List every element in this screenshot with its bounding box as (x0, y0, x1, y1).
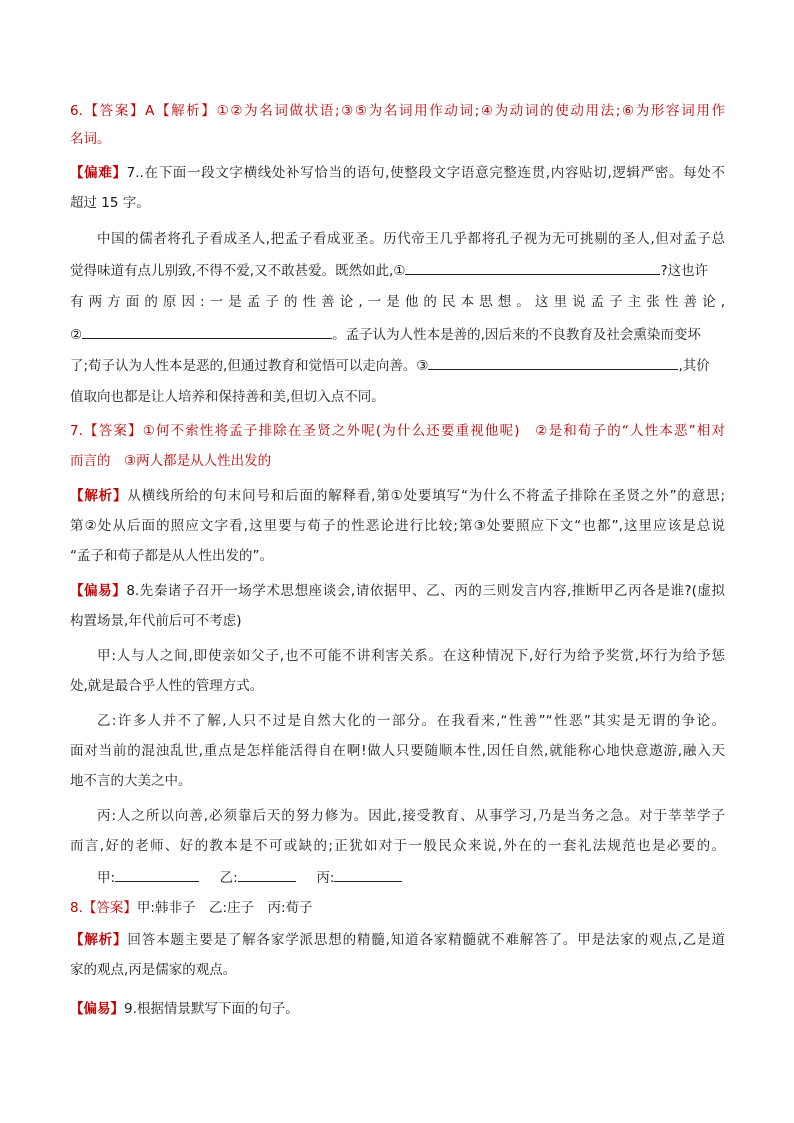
q7-passage-text: 。孟子认为人性本是善的,因后来的不良教育及社会熏染而变坏 (332, 327, 701, 343)
q7-stem-line2: 超过 15 字。 (70, 195, 150, 211)
q8-statement-yi-line3: 地不言的大美之中。 (70, 773, 192, 789)
q8-statement-jia-line2: 处,就是最合乎人性的管理方式。 (70, 678, 264, 694)
blank-label-jia: 甲: (97, 870, 116, 886)
q7-passage-line6: 值取向也都是让人培养和保持善和美,但切入点不同。 (70, 389, 385, 405)
q7-analysis-line1 (70, 486, 725, 506)
q7-passage-text: ?这也许 (660, 263, 709, 279)
q8-statement-bing-line1: 丙:人之所以向善,必须靠后天的努力修为。因此,接受教育、从事学习,乃是当务之急。对于莘莘学子 (97, 808, 725, 824)
answer-blank-bing[interactable] (334, 867, 402, 882)
answer-blank-jia[interactable] (115, 867, 199, 882)
q7-passage-text: ,其价 (678, 358, 710, 374)
q8-answer-text: 甲:韩非子 乙:庄子 丙:荀子 (136, 900, 313, 916)
q8-statement-bing-line2: 而言,好的老师、好的教本是不可或缺的;正犹如对于一般民众来说,外在的一套礼法规范也是必要的。 (70, 838, 725, 854)
q8-analysis-line1 (70, 930, 725, 950)
q7-stem-line1 (70, 163, 725, 183)
answer-blank-1[interactable] (405, 260, 660, 275)
q7-analysis-line3: “孟子和荀子都是从人性出发的”。 (70, 548, 273, 564)
q7-passage-line1: 中国的儒者将孔子看成圣人,把孟子看成亚圣。历代帝王几乎都将孔子视为无可挑剔的圣人,但对孟子总 (97, 231, 725, 247)
q8-statement-jia-line1: 甲:人与人之间,即使亲如父子,也不可能不讲利害关系。在这种情况下,好行为给予奖赏,坏行为给予惩 (97, 648, 725, 664)
q7-passage-text: 觉得味道有点儿别致,不得不爱,又不敢甚爱。既然如此,① (70, 263, 406, 279)
blank-label-yi: 乙: (219, 870, 238, 886)
difficulty-tag: 【偏难】 (70, 165, 127, 181)
answer-blank-2[interactable] (82, 324, 332, 339)
q7-answer-line2: 而言的 ③两人都是从人性出发的 (70, 453, 272, 469)
q7-stem-text: 7..在下面一段文字横线处补写恰当的语句,使整段文字语意完整连贯,内容贴切,逻辑严密。每处不 (126, 165, 726, 181)
q7-passage-line5 (70, 355, 725, 376)
q6-answer-line2: 名词。 (70, 131, 111, 147)
q8-analysis-text: 回答本题主要是了解各家学派思想的精髓,知道各家精髓就不难解答了。甲是法家的观点,乙是道 (127, 932, 725, 948)
q8-stem-text: 8.先秦诸子召开一场学术思想座谈会,请依据甲、乙、丙的三则发言内容,推断甲乙丙各是谁?(虚拟 (126, 583, 725, 599)
answer-blank-yi[interactable] (238, 867, 296, 882)
answer-blank-3[interactable] (428, 355, 678, 370)
q9-stem-line (70, 999, 725, 1019)
q7-passage-line4 (70, 324, 725, 345)
q7-analysis-line2: 第②处从后面的照应文字看,这里要与荀子的性恶论进行比较;第③处要照应下文“也都”,这里应该是总说 (70, 518, 725, 534)
q9-stem-text: 9.根据情景默写下面的句子。 (124, 1001, 299, 1017)
q8-answer-line (70, 898, 725, 918)
analysis-label: 【解析】 (70, 932, 128, 948)
q7-passage-text: 了;荀子认为人性本是恶的,但通过教育和觉悟可以走向善。③ (70, 358, 429, 374)
q7-answer-line1 (70, 421, 725, 441)
q8-statement-yi-line2: 面对当前的混浊乱世,重点是怎样能活得自在啊!做人只要随顺本性,因任自然,就能称心地快意遨游,融入天 (70, 743, 725, 759)
q7-passage-line2 (70, 260, 725, 281)
q6-answer-text: ①②为名词做状语;③⑤为名词用作动词;④为动词的使动用法;⑥为形容词用作 (216, 103, 725, 119)
q7-passage-text: ② (70, 327, 83, 343)
q6-answer-line1 (70, 101, 725, 121)
q8-fill-blanks (97, 867, 725, 888)
difficulty-tag: 【偏易】 (70, 1001, 124, 1017)
q7-analysis-text: 从横线所给的句末问号和后面的解释看,第①处要填写“为什么不将孟子排除在圣贤之外”的意思; (127, 488, 725, 504)
q8-analysis-line2: 家的观点,丙是儒家的观点。 (70, 962, 237, 978)
q8-answer-label: 8.【答案】 (70, 900, 137, 916)
difficulty-tag: 【偏易】 (70, 583, 127, 599)
analysis-label: 【解析】 (70, 488, 128, 504)
q8-stem-line1 (70, 581, 725, 601)
q7-answer-text: ①何不索性将孟子排除在圣贤之外呢(为什么还要重视他呢) ②是和荀子的“人性本恶”相对 (142, 423, 725, 439)
q7-answer-label: 7.【答案】 (70, 423, 143, 439)
q8-statement-yi-line1: 乙:许多人并不了解,人只不过是自然大化的一部分。在我看来,“性善”“性恶”其实是无谓的争论。 (97, 713, 725, 729)
q6-answer-label: 6.【答案】A【解析】 (70, 103, 217, 119)
q7-passage-line3: 有两方面的原因:一是孟子的性善论,一是他的民本思想。这里说孟子主张性善论, (70, 294, 725, 310)
blank-label-bing: 丙: (316, 870, 335, 886)
q8-stem-line2: 构置场景,年代前后可不考虑) (70, 613, 242, 629)
